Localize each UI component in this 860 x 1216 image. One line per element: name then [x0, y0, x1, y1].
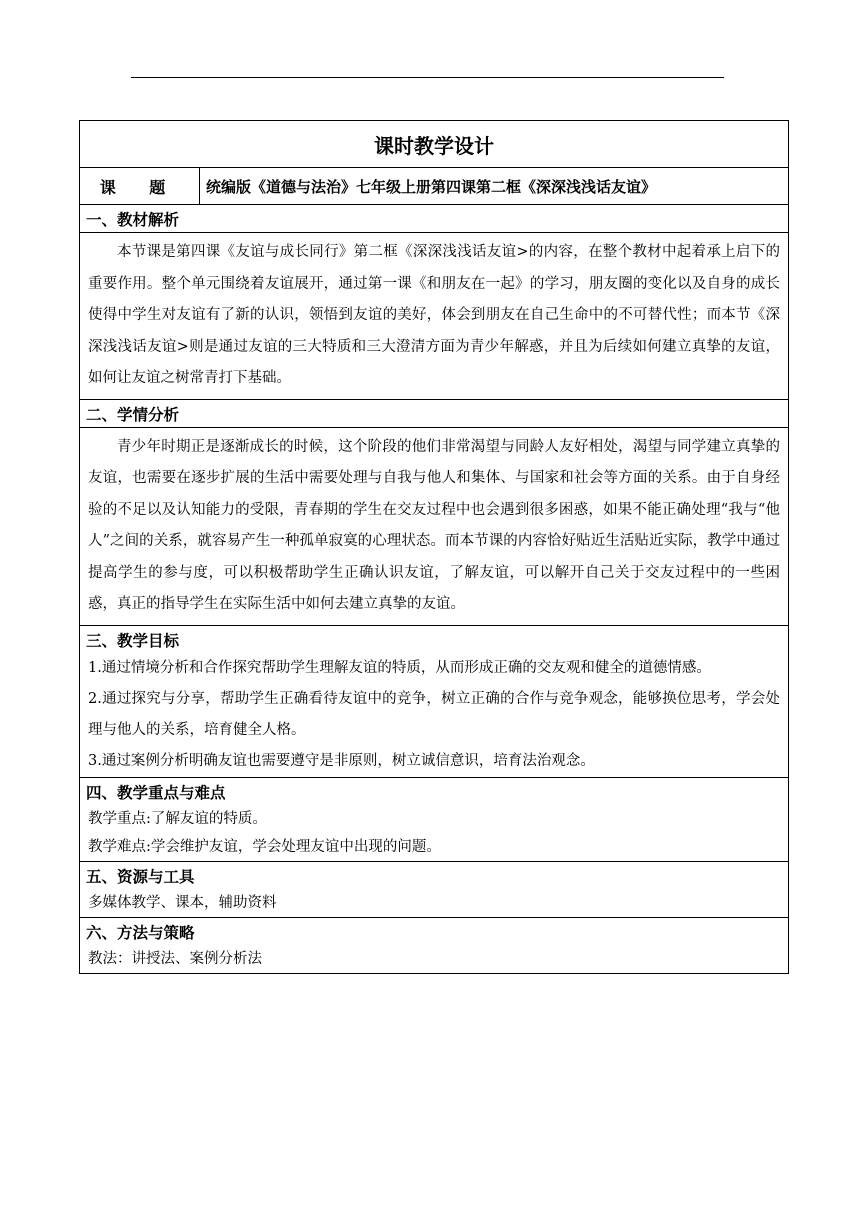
method-item: 教法：讲授法、案例分析法: [88, 950, 262, 967]
difficulty-item: 教学难点:学会维护友谊，学会处理友谊中出现的问题。: [88, 838, 441, 855]
section-heading: 四、教学重点与难点: [86, 783, 226, 802]
section-textbook-analysis-body: [80, 233, 789, 400]
section-heading: 二、学情分析: [86, 405, 180, 424]
section-resources: [80, 861, 789, 917]
section-heading: 一、教材解析: [86, 211, 180, 229]
goal-item: 1.通过情境分析和合作探究帮助学生理解友谊的特质，从而形成正确的交友观和健全的道德情感。: [88, 659, 711, 676]
lesson-design-table: [79, 120, 789, 974]
resource-item: 多媒体教学、课本，辅助资料: [88, 894, 277, 911]
section-paragraph: 青少年时期正是逐渐成长的时候，这个阶段的他们非常渴望与同龄人友好相处，渴望与同学建立真挚的友谊，也需要在逐步扩展的生活中需要处理与自我与他人和集体、与国家和社会等方面的关系。由于自身经验的不足以及认知能力的受限，青春期的学生在交友过程中也会遇到很多困惑，如果不能正确处理“我与“他人”之间的关系，就容易产生一种孤单寂寞的心理状态。而本节课的内容恰好贴近生活贴近实际，教学中通过提高学生的参与度，可以积极帮助学生正确认识友谊，了解友谊，可以解开自己关于交友过程中的一些困惑，真正的指导学生在实际生活中如何去建立真挚的友谊。: [88, 438, 780, 612]
key-point-item: 教学重点:了解友谊的特质。: [88, 810, 267, 827]
goal-item: 3.通过案例分析明确友谊也需要遵守是非原则，树立诚信意识，培育法治观念。: [88, 752, 595, 769]
subject-label: 课 题: [80, 168, 200, 205]
section-key-points: [80, 777, 789, 861]
section-textbook-analysis: [80, 205, 789, 233]
section-learner-analysis-body: [80, 427, 789, 625]
section-learner-analysis: [80, 399, 789, 427]
section-paragraph: 本节课是第四课《友谊与成长同行》第二框《深深浅浅话友谊>的内容，在整个教材中起着承上启下的重要作用。整个单元围绕着友谊展开，通过第一课《和朋友在一起》的学习，朋友圈的变化以及自身的成长使得中学生对友谊有了新的认识，领悟到友谊的美好，体会到朋友在自己生命中的不可替代性；而本节《深深浅浅话友谊>则是通过友谊的三大特质和三大澄清方面为青少年解惑，并且为后续如何建立真挚的友谊，如何让友谊之树常青打下基础。: [88, 244, 780, 386]
subject-value: 统编版《道德与法治》七年级上册第四课第二框《深深浅浅话友谊》: [200, 168, 789, 205]
goal-item: 2.通过探究与分享，帮助学生正确看待友谊中的竞争，树立正确的合作与竞争观念，能够换位思考，学会处理与他人的关系，培育健全人格。: [88, 690, 780, 738]
section-methods: [80, 917, 789, 973]
section-teaching-goals: [80, 625, 789, 777]
section-heading: 六、方法与策略: [86, 923, 195, 942]
section-heading: 五、资源与工具: [86, 867, 195, 886]
header-rule: [131, 77, 724, 78]
section-heading: 三、教学目标: [86, 631, 180, 650]
document-title: 课时教学设计: [80, 121, 789, 168]
